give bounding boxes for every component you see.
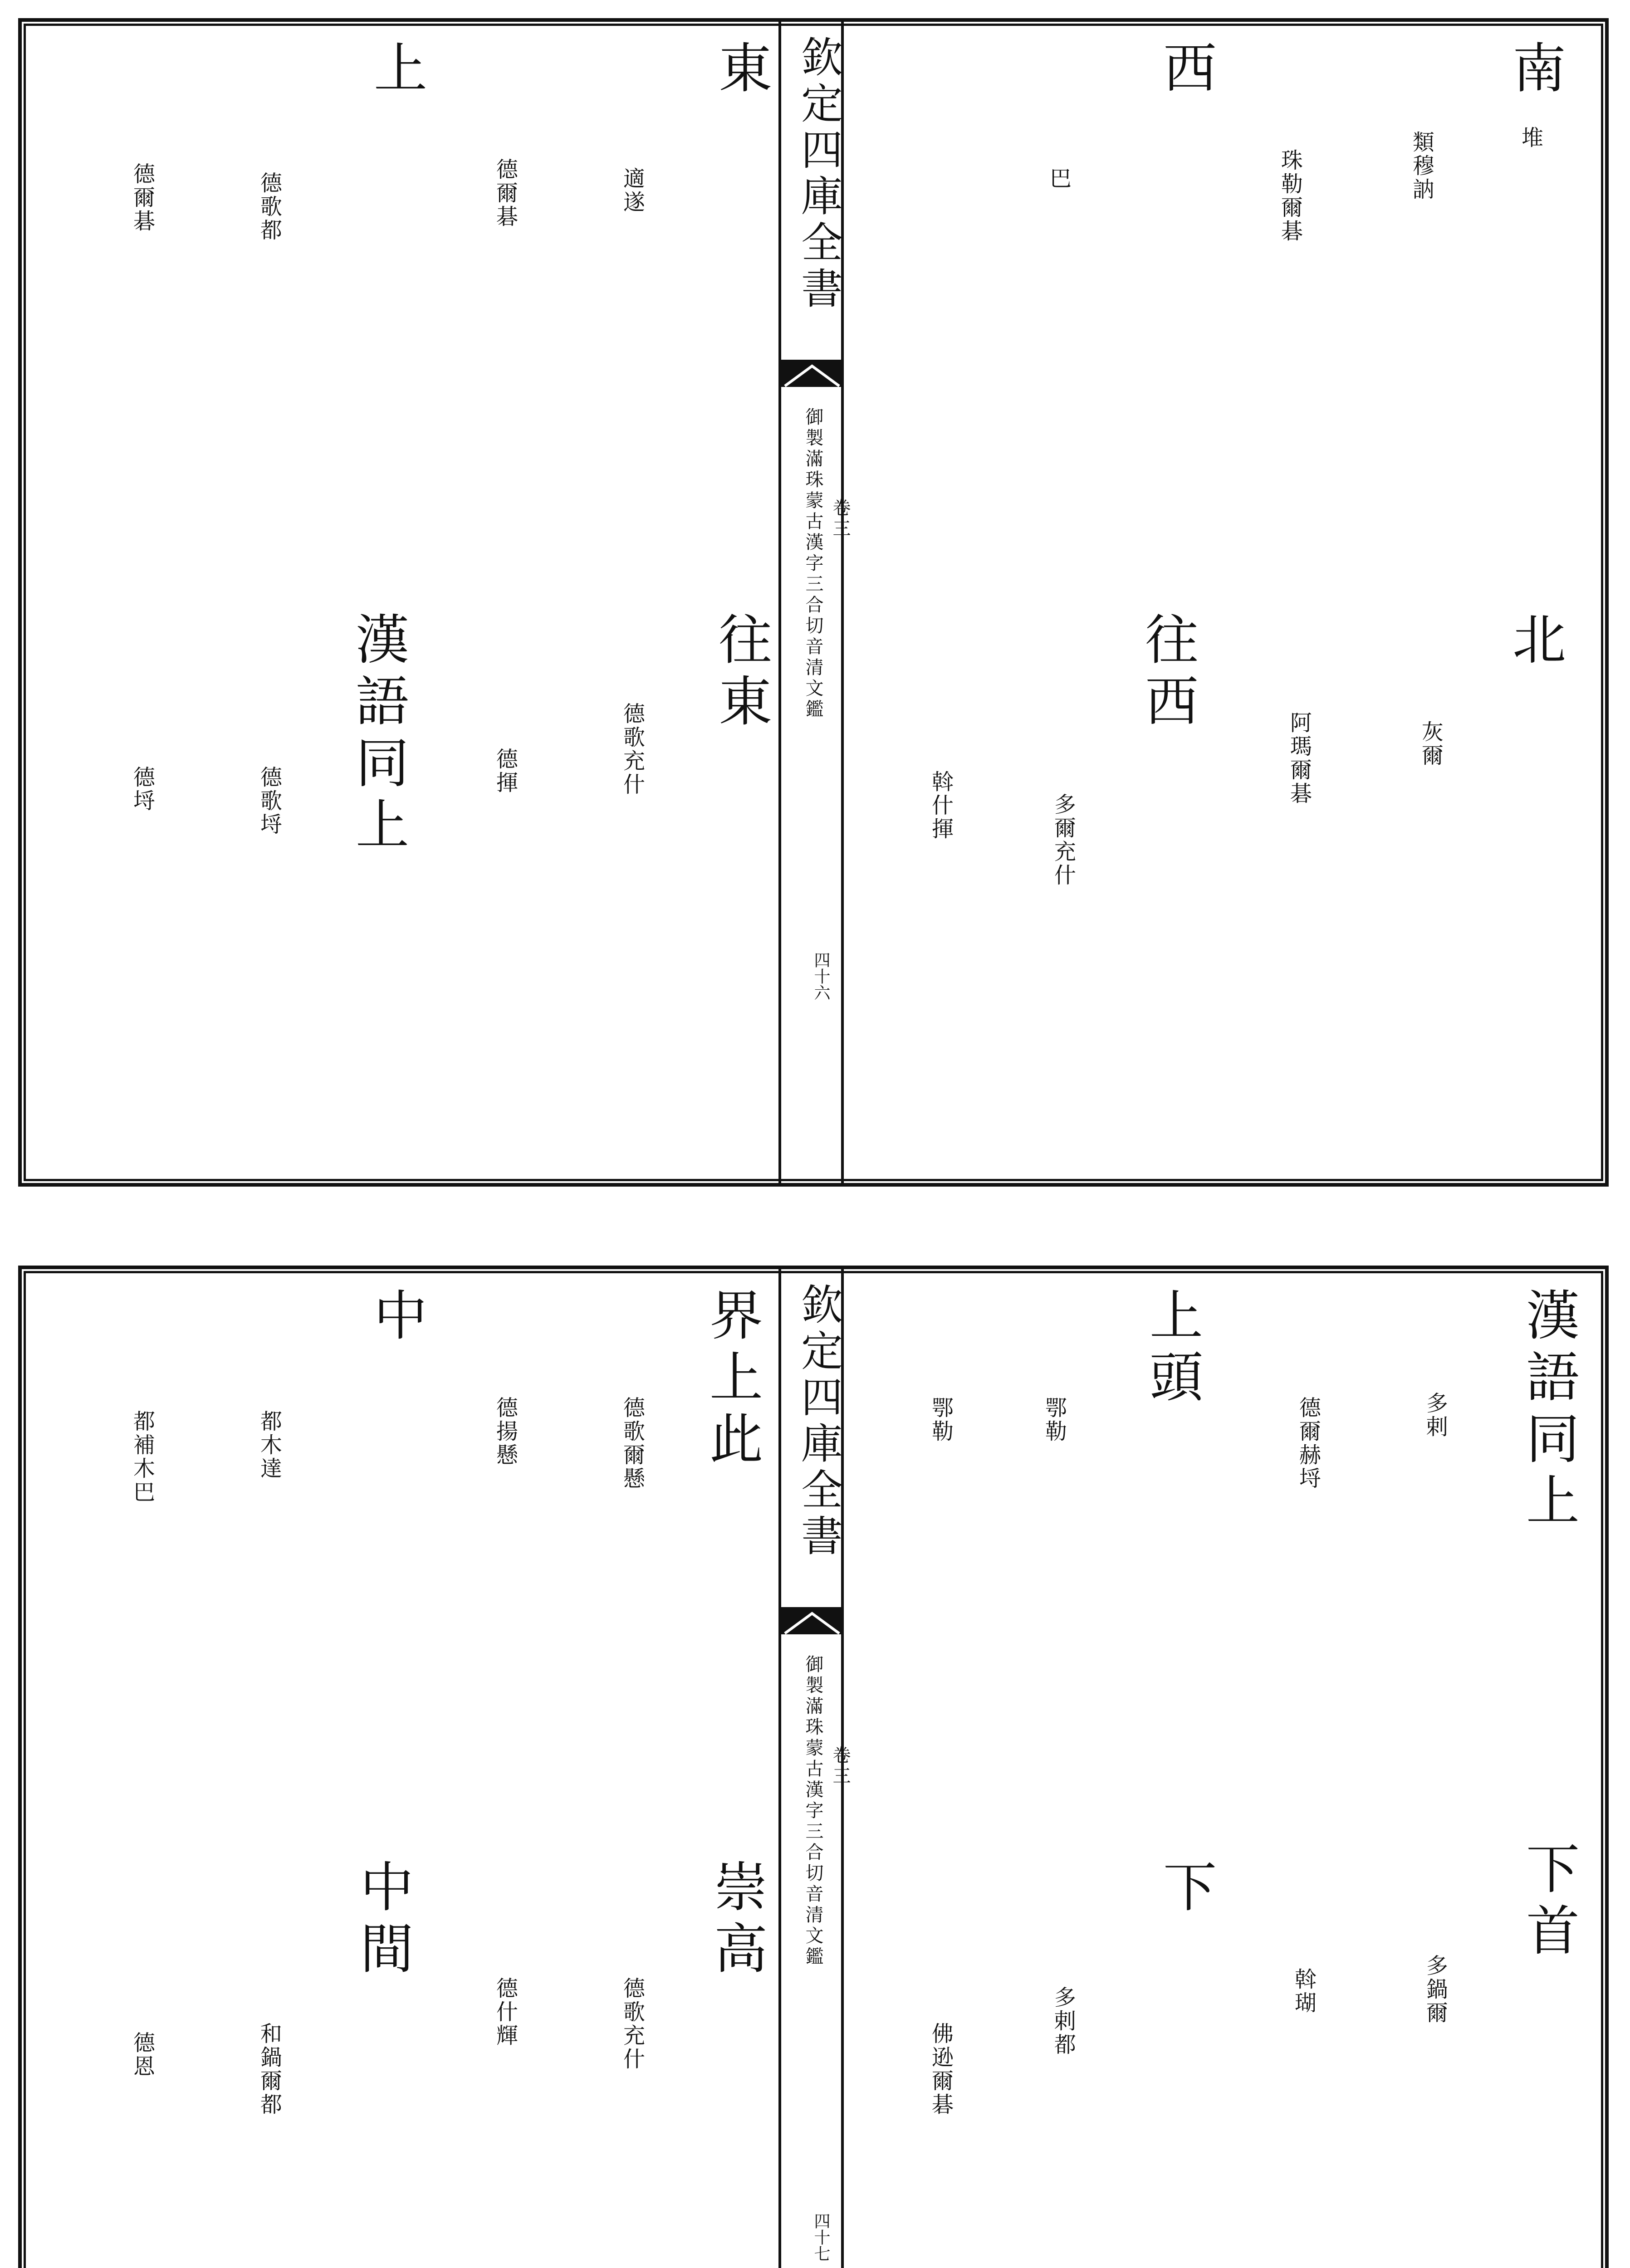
bottom-right-reading-3: 斡瑚	[1291, 1968, 1317, 2015]
top-left-head-4: 漢語同上	[347, 611, 409, 858]
top-right-reading-4: 斡什揮	[928, 770, 954, 841]
bottom-left-head-3: 崇高	[705, 1859, 768, 1982]
top-right-syllables-2: 巴	[1046, 167, 1072, 191]
bottom-center-subtitle: 御製滿珠蒙古漢字三合切音清文鑑	[803, 1655, 823, 1968]
top-center-title: 欽定四庫全書	[794, 35, 843, 313]
top-left-gloss-4: 德埒	[129, 766, 155, 813]
bottom-left-head-2: 中	[365, 1287, 427, 1349]
bottom-left-gloss-3: 德什輝	[492, 1977, 518, 2048]
bottom-center-title: 欽定四庫全書	[794, 1283, 843, 1560]
top-right-head-3: 北	[1503, 611, 1566, 673]
top-right-reading-2: 珠勒爾碁	[1277, 149, 1303, 243]
top-left-head-3: 往東	[710, 611, 772, 735]
top-gutter-line-left	[778, 22, 781, 1183]
bottom-left-gloss-2: 都補木巴	[129, 1410, 155, 1504]
bottom-left-reading-4: 和鍋爾都	[256, 2022, 282, 2116]
bottom-left-reading-1: 德歌爾懸	[619, 1396, 645, 1491]
top-right-syllables-1: 堆	[1517, 126, 1543, 150]
top-gutter-ornament	[780, 360, 844, 387]
top-center-subtitle: 御製滿珠蒙古漢字三合切音清文鑑	[803, 407, 823, 720]
top-right-reading-3: 阿瑪爾碁	[1286, 711, 1312, 806]
top-left-reading-3: 德歌充什	[619, 702, 645, 797]
bottom-center-volume: 卷三	[830, 1745, 851, 1787]
top-right-gloss-4: 多爾充什	[1050, 793, 1076, 887]
bottom-right-reading-2: 鄂勒	[1041, 1396, 1067, 1443]
top-left-reading-1: 德爾碁	[492, 158, 518, 229]
top-left-reading-2: 德爾碁	[129, 162, 155, 233]
top-right-gloss-3: 灰爾	[1418, 720, 1444, 767]
bottom-page-frame	[18, 1266, 1609, 2268]
bottom-right-head-3: 下首	[1517, 1841, 1580, 1964]
top-right-reading-1: 類穆訥	[1409, 131, 1434, 201]
top-left-gloss-3: 德揮	[492, 748, 518, 795]
bottom-left-reading-2: 都木達	[256, 1410, 282, 1481]
bottom-left-gloss-1: 德揚懸	[492, 1396, 518, 1467]
bottom-right-gloss-1: 多剌	[1422, 1392, 1448, 1439]
bottom-gutter-ornament	[780, 1607, 844, 1634]
top-page-frame	[18, 18, 1609, 1187]
top-left-head-2: 上	[365, 40, 427, 102]
top-left-gloss-1: 適遂	[619, 167, 645, 214]
top-left-head-1: 東	[710, 40, 772, 102]
top-right-head-1: 南	[1503, 40, 1566, 102]
bottom-center-folio: 四十七	[812, 2213, 830, 2262]
bottom-gutter-line-left	[778, 1269, 781, 2268]
bottom-right-head-2: 上頭	[1141, 1287, 1203, 1411]
bottom-left-head-4: 中間	[351, 1859, 414, 1982]
bottom-right-gloss-3: 多鍋爾	[1422, 1954, 1448, 2025]
top-left-gloss-2: 德歌都	[256, 171, 282, 242]
top-center-volume: 卷三	[830, 498, 851, 540]
top-center-folio: 四十六	[812, 952, 830, 1001]
bottom-left-head-1: 界上此	[700, 1287, 763, 1472]
top-right-head-4: 往西	[1136, 611, 1199, 735]
bottom-right-reading-1: 德爾赫埒	[1295, 1396, 1321, 1491]
bottom-right-head-1: 漢語同上	[1517, 1287, 1580, 1534]
bottom-right-gloss-2: 鄂勒	[928, 1396, 954, 1443]
bottom-left-reading-3: 德歌充什	[619, 1977, 645, 2071]
bottom-right-head-4: 下	[1154, 1859, 1217, 1921]
bottom-right-reading-4: 佛逊爾碁	[928, 2022, 954, 2116]
top-right-head-2: 西	[1154, 40, 1217, 102]
top-left-reading-4: 德歌埒	[256, 766, 282, 836]
bottom-right-gloss-4: 多剌都	[1050, 1986, 1076, 2057]
bottom-left-gloss-4: 德恩	[129, 2031, 155, 2078]
